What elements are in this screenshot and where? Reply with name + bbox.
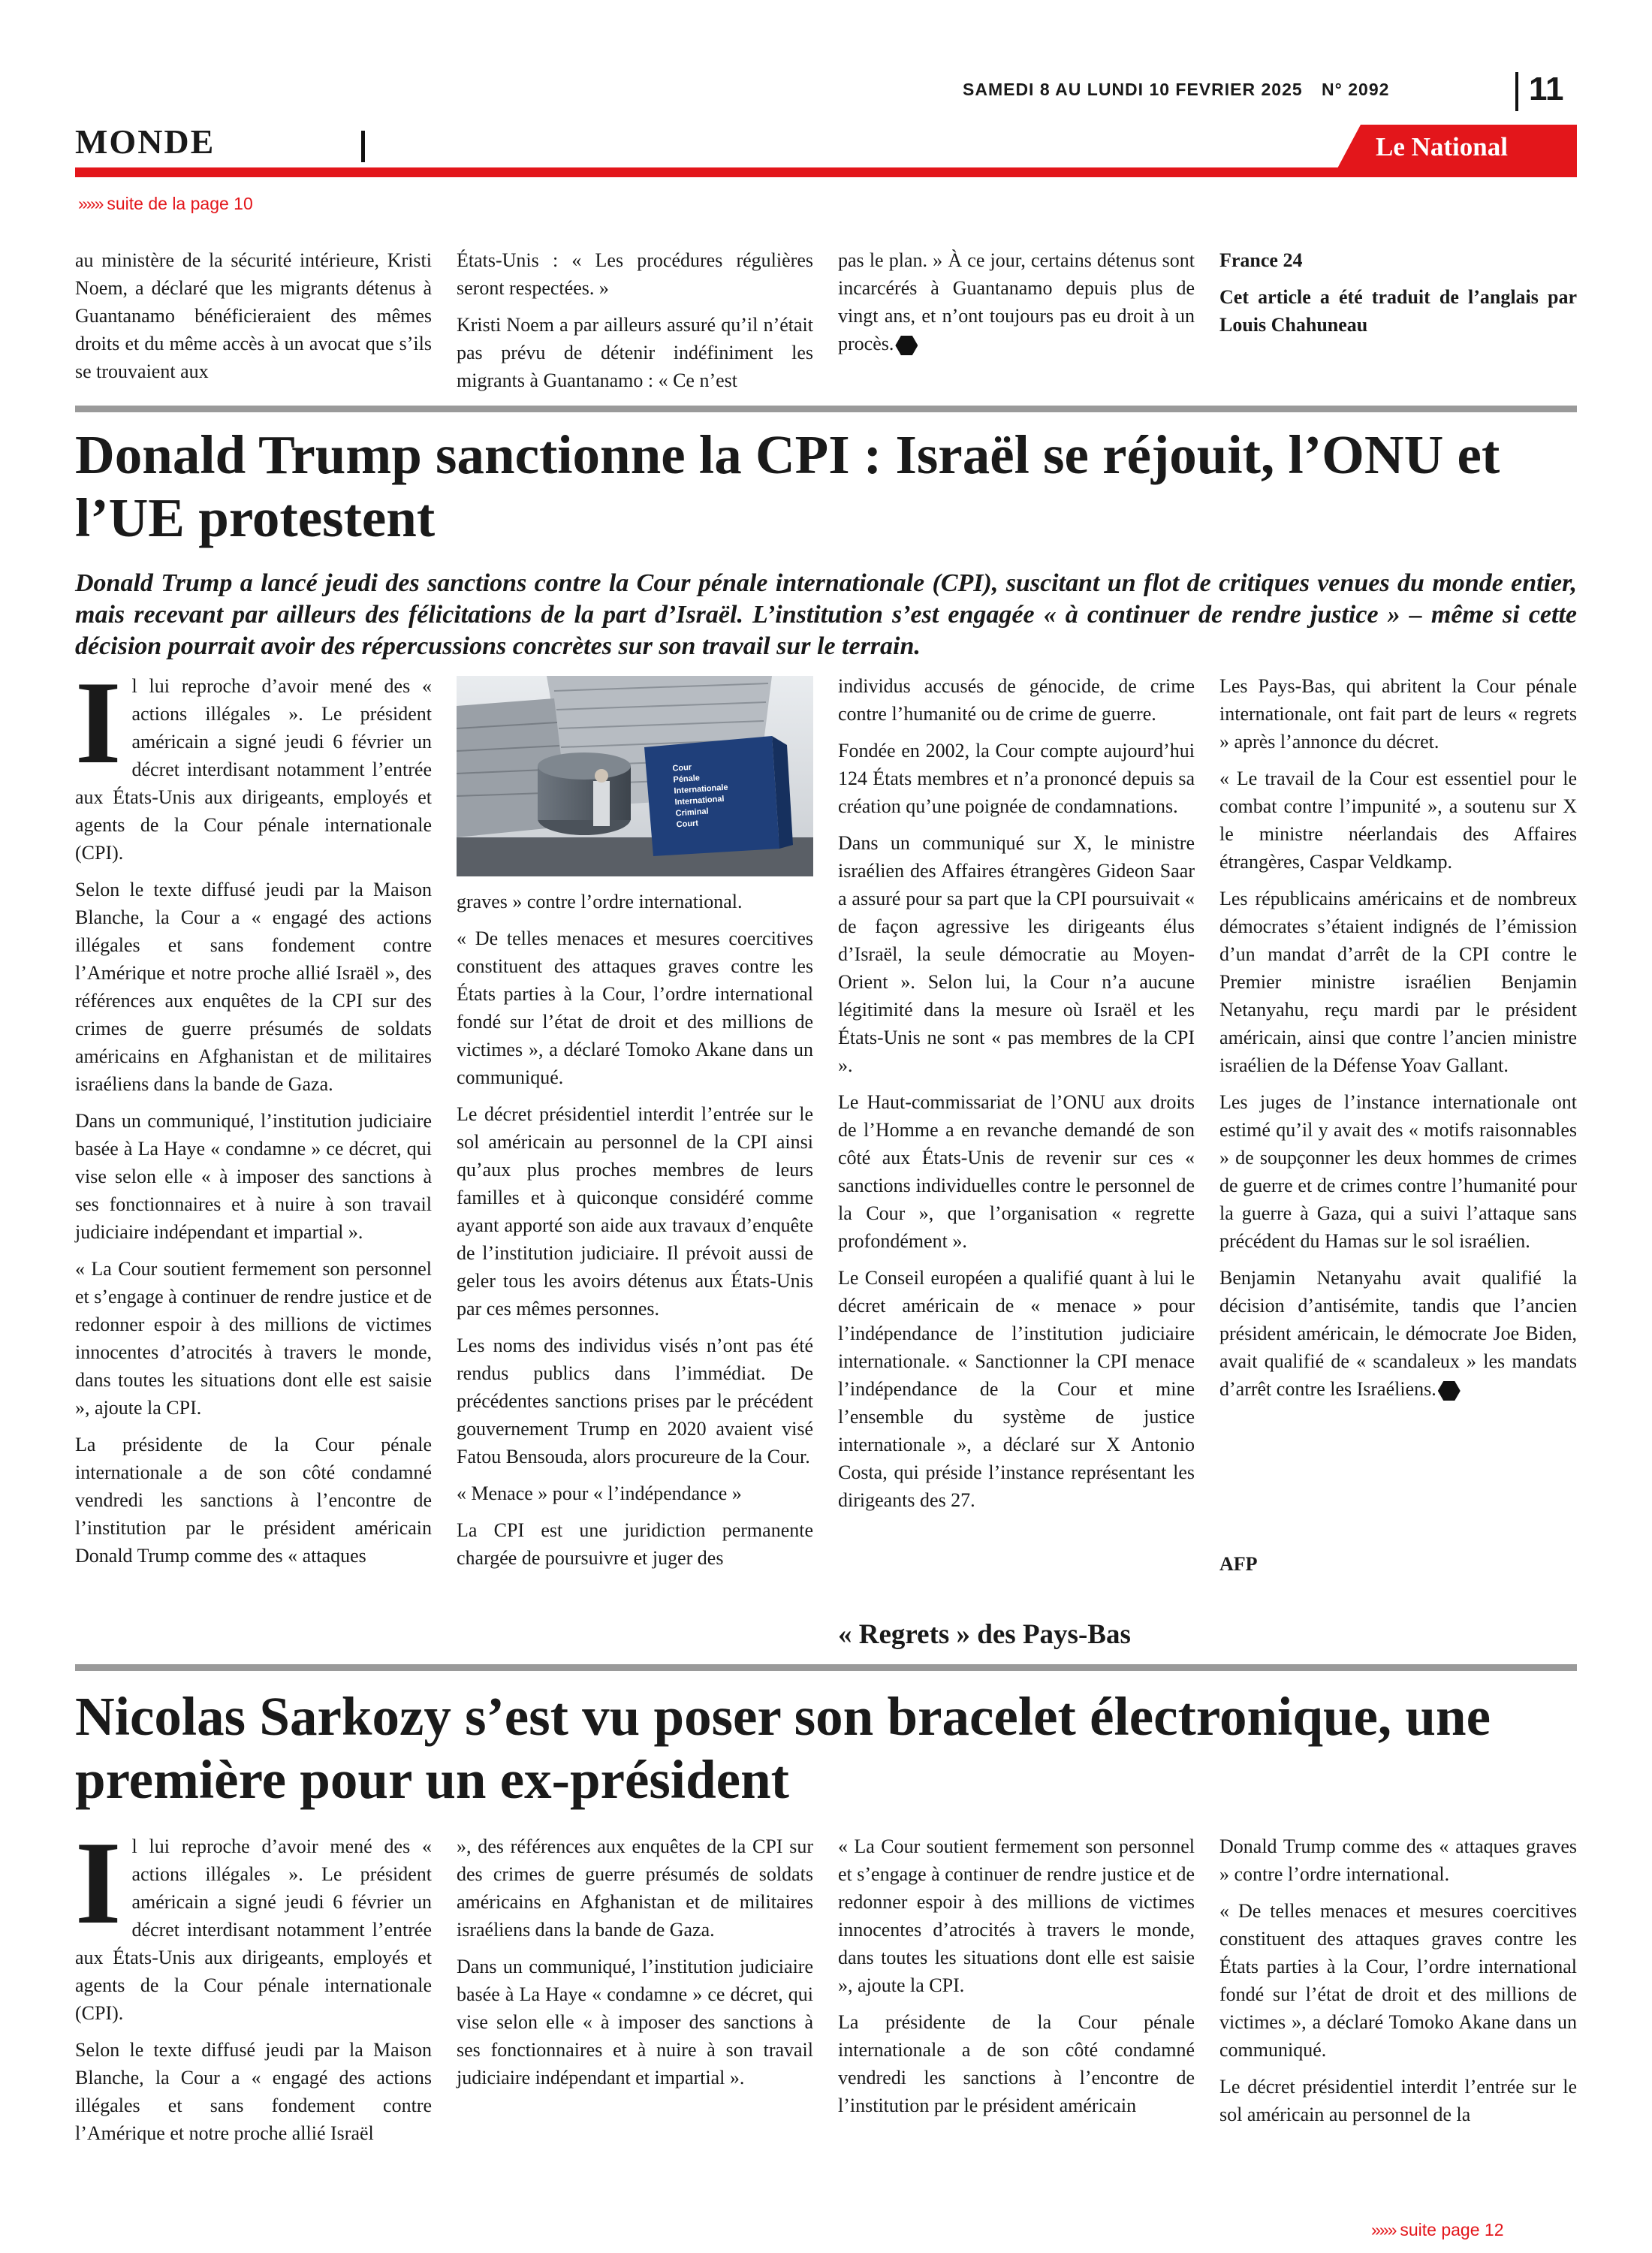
paragraph: Dans un communiqué, l’institution judiciaire basée à La Haye « condamne » ce décret, qui vise selon elle « à imposer des sanctions à ses fonctionnaires et à nuire à son travail judiciaire indépendant et impartial ». bbox=[457, 1956, 813, 2089]
paragraph: La présidente de la Cour pénale internationale a de son côté condamné vendredi les sanctions à l’encontre de l’institution par le président américain bbox=[838, 2011, 1195, 2116]
sign-line: Criminal bbox=[675, 807, 710, 819]
paragraph: Dans un communiqué, l’institution judiciaire basée à La Haye « condamne » ce décret, qui vise selon elle « à imposer des sanctions à ses fonctionnaires et à nuire à son travail judiciaire indépendant et impartial ». bbox=[75, 1110, 432, 1243]
translation-credit: Cet article a été traduit de l’anglais par Louis Chahuneau bbox=[1219, 286, 1577, 336]
paragraph: l lui reproche d’avoir mené des « actions illégales ». Le président américain a signé jeudi 6 février un décret interdisant notamment l’entrée aux États-Unis aux dirigeants, employés et agents de la Cour pénale internationale (CPI). bbox=[75, 675, 432, 864]
paragraph: Les Pays-Bas, qui abritent la Cour pénale internationale, ont fait part de leurs « regrets » après l’annonce du décret. bbox=[1219, 675, 1577, 753]
paragraph: Le décret présidentiel interdit l’entrée sur le sol américain au personnel de la bbox=[1219, 2076, 1577, 2125]
paragraph: « La Cour soutient fermement son personnel et s’engage à continuer de rendre justice et de redonner espoir à des millions de victimes innocentes d’atrocités à travers le monde, dans toutes les situations dont elle est saisie », ajoute la CPI. bbox=[838, 1835, 1195, 1996]
paragraph: Selon le texte diffusé jeudi par la Maison Blanche, la Cour a « engagé des actions illégales et sans fondement contre l’Amérique et notre proche allié Israël bbox=[75, 2039, 432, 2144]
brand-name: Le National bbox=[1376, 132, 1508, 161]
continued-arrows: »»» bbox=[78, 194, 103, 213]
continued-from-label: suite de la page 10 bbox=[107, 194, 253, 213]
paragraph: Le décret présidentiel interdit l’entrée sur le sol américain au personnel de la CPI ainsi qu’aux plus proches membres de leurs familles et à quiconque considéré comme ayant apporté son aide aux travaux d’enquête de l’institution judiciaire. Il prévoit aussi de geler tous les avoirs détenus aux États-Unis par ces mêmes personnes. bbox=[457, 1103, 813, 1320]
article-1-photo bbox=[457, 676, 813, 876]
article-1-col-3 bbox=[838, 672, 1195, 1523]
article-2-col-4 bbox=[1219, 1832, 1577, 2137]
paragraph: États-Unis : « Les procédures régulières seront respectées. » bbox=[457, 249, 813, 299]
issue-dateline bbox=[963, 80, 1403, 100]
article-divider bbox=[75, 406, 1577, 412]
paragraph bbox=[838, 246, 1195, 357]
page-number-divider bbox=[1515, 72, 1518, 111]
article-1-source: AFP bbox=[1219, 1553, 1258, 1575]
article-1-col-1 bbox=[75, 657, 432, 1579]
paragraph: Les noms des individus visés n’ont pas été rendus publics dans l’immédiat. De précédentes sanctions prises par le précédent gouvernement Trump en 2020 avaient visé Fatou Bensouda, alors procureure de la Cour. bbox=[457, 1335, 813, 1467]
end-of-article-icon bbox=[1438, 1381, 1461, 1401]
sign-line: Cour bbox=[672, 762, 692, 774]
paragraph: « De telles menaces et mesures coercitives constituent des attaques graves contre les États parties à la Cour, l’ordre international fondé sur l’état de droit et des millions de victimes », a déclaré Tomoko Akane dans un communiqué. bbox=[457, 927, 813, 1088]
paragraph bbox=[1219, 1264, 1577, 1403]
paragraph-text: Benjamin Netanyahu avait qualifié la décision d’antisémite, tandis que l’ancien président américain, le démocrate Joe Biden, avait qualifié de « scandaleux » les mandats d’arrêt contre les Israéliens. bbox=[1219, 1267, 1577, 1400]
paragraph: Kristi Noem a par ailleurs assuré qu’il n’était pas prévu de détenir indéfiniment les migrants à Guantanamo : « Ce n’est bbox=[457, 314, 813, 391]
article-1-standfirst: Donald Trump a lancé jeudi des sanctions contre la Cour pénale internationale (CPI), suscitant un flot de critiques venues du monde entier, mais recevant par ailleurs des félicitations de la part d’Israël. L’institution s’est engagée « à continuer de rendre justice » – même si cette décision pourrait avoir des répercussions concrètes sur son travail sur le terrain. bbox=[75, 569, 1577, 660]
article-2-col-3 bbox=[838, 1832, 1195, 2128]
paragraph: Les républicains américains et de nombreux démocrates s’étaient indignés de l’émission d’un mandat d’arrêt de la CPI contre le Premier ministre israélien Benjamin Netanyahu, reçu mardi par le président américain, ainsi que contre l’ancien ministre israélien de la Défense Yoav Gallant. bbox=[1219, 888, 1577, 1076]
sign-line: International bbox=[674, 794, 725, 807]
paragraph: « De telles menaces et mesures coercitives constituent des attaques graves contre les États parties à la Cour, l’ordre international fondé sur l’état de droit et des millions de victimes », a déclaré Tomoko Akane dans un communiqué. bbox=[1219, 1900, 1577, 2061]
end-of-article-icon bbox=[895, 336, 918, 355]
article-1-subhead: « Regrets » des Pays-Bas bbox=[838, 1619, 1131, 1650]
article-2-col-1 bbox=[75, 1817, 432, 2156]
article-1-headline: Donald Trump sanctionne la CPI : Israël se réjouit, l’ONU et l’UE protestent bbox=[75, 424, 1500, 548]
article-1-col-4 bbox=[1219, 672, 1577, 1412]
sign-line: Internationale bbox=[674, 783, 728, 796]
court-sign bbox=[672, 757, 774, 831]
article-source: France 24 bbox=[1219, 249, 1303, 271]
continued-to-link[interactable] bbox=[1371, 2220, 1504, 2240]
paragraph: Selon le texte diffusé jeudi par la Maison Blanche, la Cour a « engagé des actions illégales et sans fondement contre l’Amérique et notre proche allié Israël », des références aux enquêtes de la CPI sur des crimes de guerre présumés de soldats américains en Afghanistan et de militaires israéliens dans la bande de Gaza. bbox=[75, 879, 432, 1095]
article-divider bbox=[75, 1664, 1577, 1671]
paragraph-text: pas le plan. » À ce jour, certains détenus sont incarcérés à Guantanamo depuis plus de vingt ans, et n’ont toujours pas eu droit à un procès. bbox=[838, 249, 1195, 354]
continued-to-label: suite page 12 bbox=[1400, 2220, 1504, 2239]
article-2-headline: Nicolas Sarkozy s’est vu poser son bracelet électronique, une première pour un ex-président bbox=[75, 1686, 1491, 1810]
prev-article-col-1 bbox=[75, 246, 432, 385]
paragraph: Le Haut-commissariat de l’ONU aux droits de l’Homme a en revanche demandé de son côté aux États-Unis de revenir sur ces « sanctions individuelles contre le personnel de la Cour », que l’organisation « regrette profondément ». bbox=[838, 1091, 1195, 1252]
prev-article-col-2 bbox=[457, 246, 813, 403]
paragraph: graves » contre l’ordre international. bbox=[457, 891, 743, 912]
continued-from-link[interactable] bbox=[78, 194, 253, 214]
paragraph: l lui reproche d’avoir mené des « actions illégales ». Le président américain a signé jeudi 6 février un décret interdisant notamment l’entrée aux États-Unis aux dirigeants, employés et agents de la Cour pénale internationale (CPI). bbox=[75, 1835, 432, 2024]
paragraph: « Le travail de la Cour est essentiel pour le combat contre l’impunité », a soutenu sur X le ministre néerlandais des Affaires étrangères, Caspar Veldkamp. bbox=[1219, 768, 1577, 873]
sign-line: Court bbox=[676, 819, 699, 830]
drop-cap: I bbox=[75, 1817, 122, 1949]
paragraph: « La Cour soutient fermement son personnel et s’engage à continuer de rendre justice et de redonner espoir à des millions de victimes innocentes d’atrocités à travers le monde, dans toutes les situations dont elle est saisie », ajoute la CPI. bbox=[75, 1258, 432, 1419]
paragraph: Les juges de l’instance internationale ont estimé qu’il y avait des « motifs raisonnables » de soupçonner les deux hommes de crimes de guerre et de crimes contre l’humanité pour la guerre à Gaza, qui a suivi l’attaque sans précédent du Hamas sur le sol israélien. bbox=[1219, 1091, 1577, 1252]
article-2-col-2 bbox=[457, 1832, 813, 2101]
page-number: 11 bbox=[1529, 71, 1564, 107]
drop-cap: I bbox=[75, 657, 122, 789]
paragraph: Donald Trump comme des « attaques graves » contre l’ordre international. bbox=[1219, 1835, 1577, 1885]
continued-arrows: »»» bbox=[1371, 2220, 1396, 2239]
sign-line: Pénale bbox=[673, 774, 701, 785]
article-1-col-2 bbox=[457, 888, 813, 1581]
paragraph: La présidente de la Cour pénale internationale a de son côté condamné vendredi les sanctions à l’encontre de l’institution par le président américain Donald Trump comme des « attaques bbox=[75, 1434, 432, 1567]
paragraph: Dans un communiqué sur X, le ministre israélien des Affaires étrangères Gideon Saar a assuré pour sa part que la CPI poursuivait « de façon agressive les dirigeants élus d’Israël, la seule démocratie au Moyen-Orient ». Selon lui, la Cour n’a aucune légitimité dans la mesure où Israël et les États-Unis ne sont « pas membres de la CPI ». bbox=[838, 832, 1195, 1076]
prev-article-col-4 bbox=[1219, 246, 1577, 348]
paragraph: La CPI est une juridiction permanente chargée de poursuivre et juger des bbox=[457, 1519, 813, 1569]
paragraph: individus accusés de génocide, de crime contre l’humanité ou de crime de guerre. bbox=[838, 675, 1195, 725]
issue-date: SAMEDI 8 AU LUNDI 10 FEVRIER 2025 bbox=[963, 80, 1303, 99]
paragraph: Le Conseil européen a qualifié quant à lui le décret américain de « menace » pour l’indépendance de l’institution judiciaire internationale. « Sanctionner la CPI menace l’indépendance de la Cour et mine l’ensemble du système de justice internationale », a déclaré sur X Antonio Costa, qui préside l’instance représentant les dirigeants des 27. bbox=[838, 1267, 1195, 1511]
section-title: MONDE bbox=[75, 122, 216, 161]
paragraph: Fondée en 2002, la Cour compte aujourd’hui 124 États membres et n’a prononcé depuis sa création qu’une poignée de condamnations. bbox=[838, 740, 1195, 817]
paragraph: », des références aux enquêtes de la CPI sur des crimes de guerre présumés de soldats américains en Afghanistan et de militaires israéliens dans la bande de Gaza. bbox=[457, 1835, 813, 1941]
issue-number: N° 2092 bbox=[1322, 80, 1390, 99]
prev-article-col-3 bbox=[838, 246, 1195, 357]
inline-subhead: « Menace » pour « l’indépendance » bbox=[457, 1482, 742, 1504]
paragraph: au ministère de la sécurité intérieure, Kristi Noem, a déclaré que les migrants détenus à Guantanamo bénéficieraient des mêmes droits et du même accès à un avocat que s’ils se trouvaient aux bbox=[75, 249, 432, 382]
section-divider bbox=[361, 131, 365, 162]
